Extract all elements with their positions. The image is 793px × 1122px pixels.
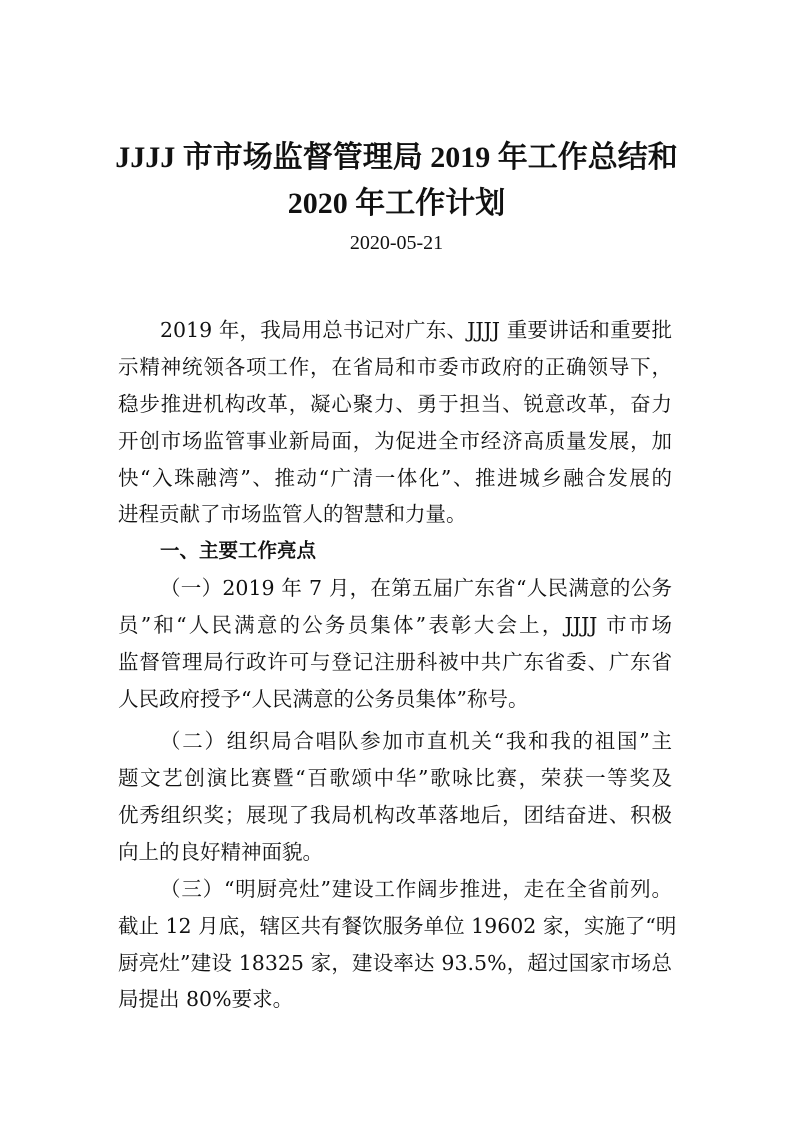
document-title-line-1: JJJJ 市市场监督管理局 2019 年工作总结和 xyxy=(115,141,678,174)
text-line: 局提出 80%要求。 xyxy=(118,987,294,1011)
text-line: 快“入珠融湾”、推动“广清一体化”、推进城乡融合发展的 xyxy=(118,466,672,490)
text-line: 稳步推进机构改革，凝心聚力、勇于担当、锐意改革，奋力 xyxy=(118,392,672,416)
text-line: 题文艺创演比赛暨“百歌颂中华”歌咏比赛，荣获一等奖及 xyxy=(118,766,672,790)
text-line: 监督管理局行政许可与登记注册科被中共广东省委、广东省 xyxy=(118,650,672,674)
text-line: （三）“明厨亮灶”建设工作阔步推进，走在全省前列。 xyxy=(160,877,672,901)
section-heading: 一、主要工作亮点 xyxy=(160,539,317,562)
document-title-line-2: 2020 年工作计划 xyxy=(287,187,506,220)
text-line: 厨亮灶”建设 18325 家，建设率达 93.5%，超过国家市场总 xyxy=(118,951,672,975)
text-line: （二）组织局合唱队参加市直机关“我和我的祖国”主 xyxy=(160,729,672,753)
text-line: 员”和“人民满意的公务员集体”表彰大会上，JJJJ 市市场 xyxy=(118,613,672,637)
document-date: 2020-05-21 xyxy=(349,232,444,254)
text-line: 优秀组织奖；展现了我局机构改革落地后，团结奋进、积极 xyxy=(118,803,672,827)
text-line: 开创市场监管事业新局面，为促进全市经济高质量发展，加 xyxy=(118,429,672,453)
text-line: 进程贡献了市场监管人的智慧和力量。 xyxy=(118,502,467,526)
text-line: 截止 12 月底，辖区共有餐饮服务单位 19602 家，实施了“明 xyxy=(118,914,677,938)
text-line: 2019 年，我局用总书记对广东、JJJJ 重要讲话和重要批 xyxy=(160,318,672,342)
text-line: 向上的良好精神面貌。 xyxy=(118,840,323,864)
text-line: 人民政府授予“人民满意的公务员集体”称号。 xyxy=(118,687,529,711)
text-line: 示精神统领各项工作，在省局和市委市政府的正确领导下， xyxy=(118,355,672,379)
text-line: （一）2019 年 7 月，在第五届广东省“人民满意的公务 xyxy=(160,576,672,600)
